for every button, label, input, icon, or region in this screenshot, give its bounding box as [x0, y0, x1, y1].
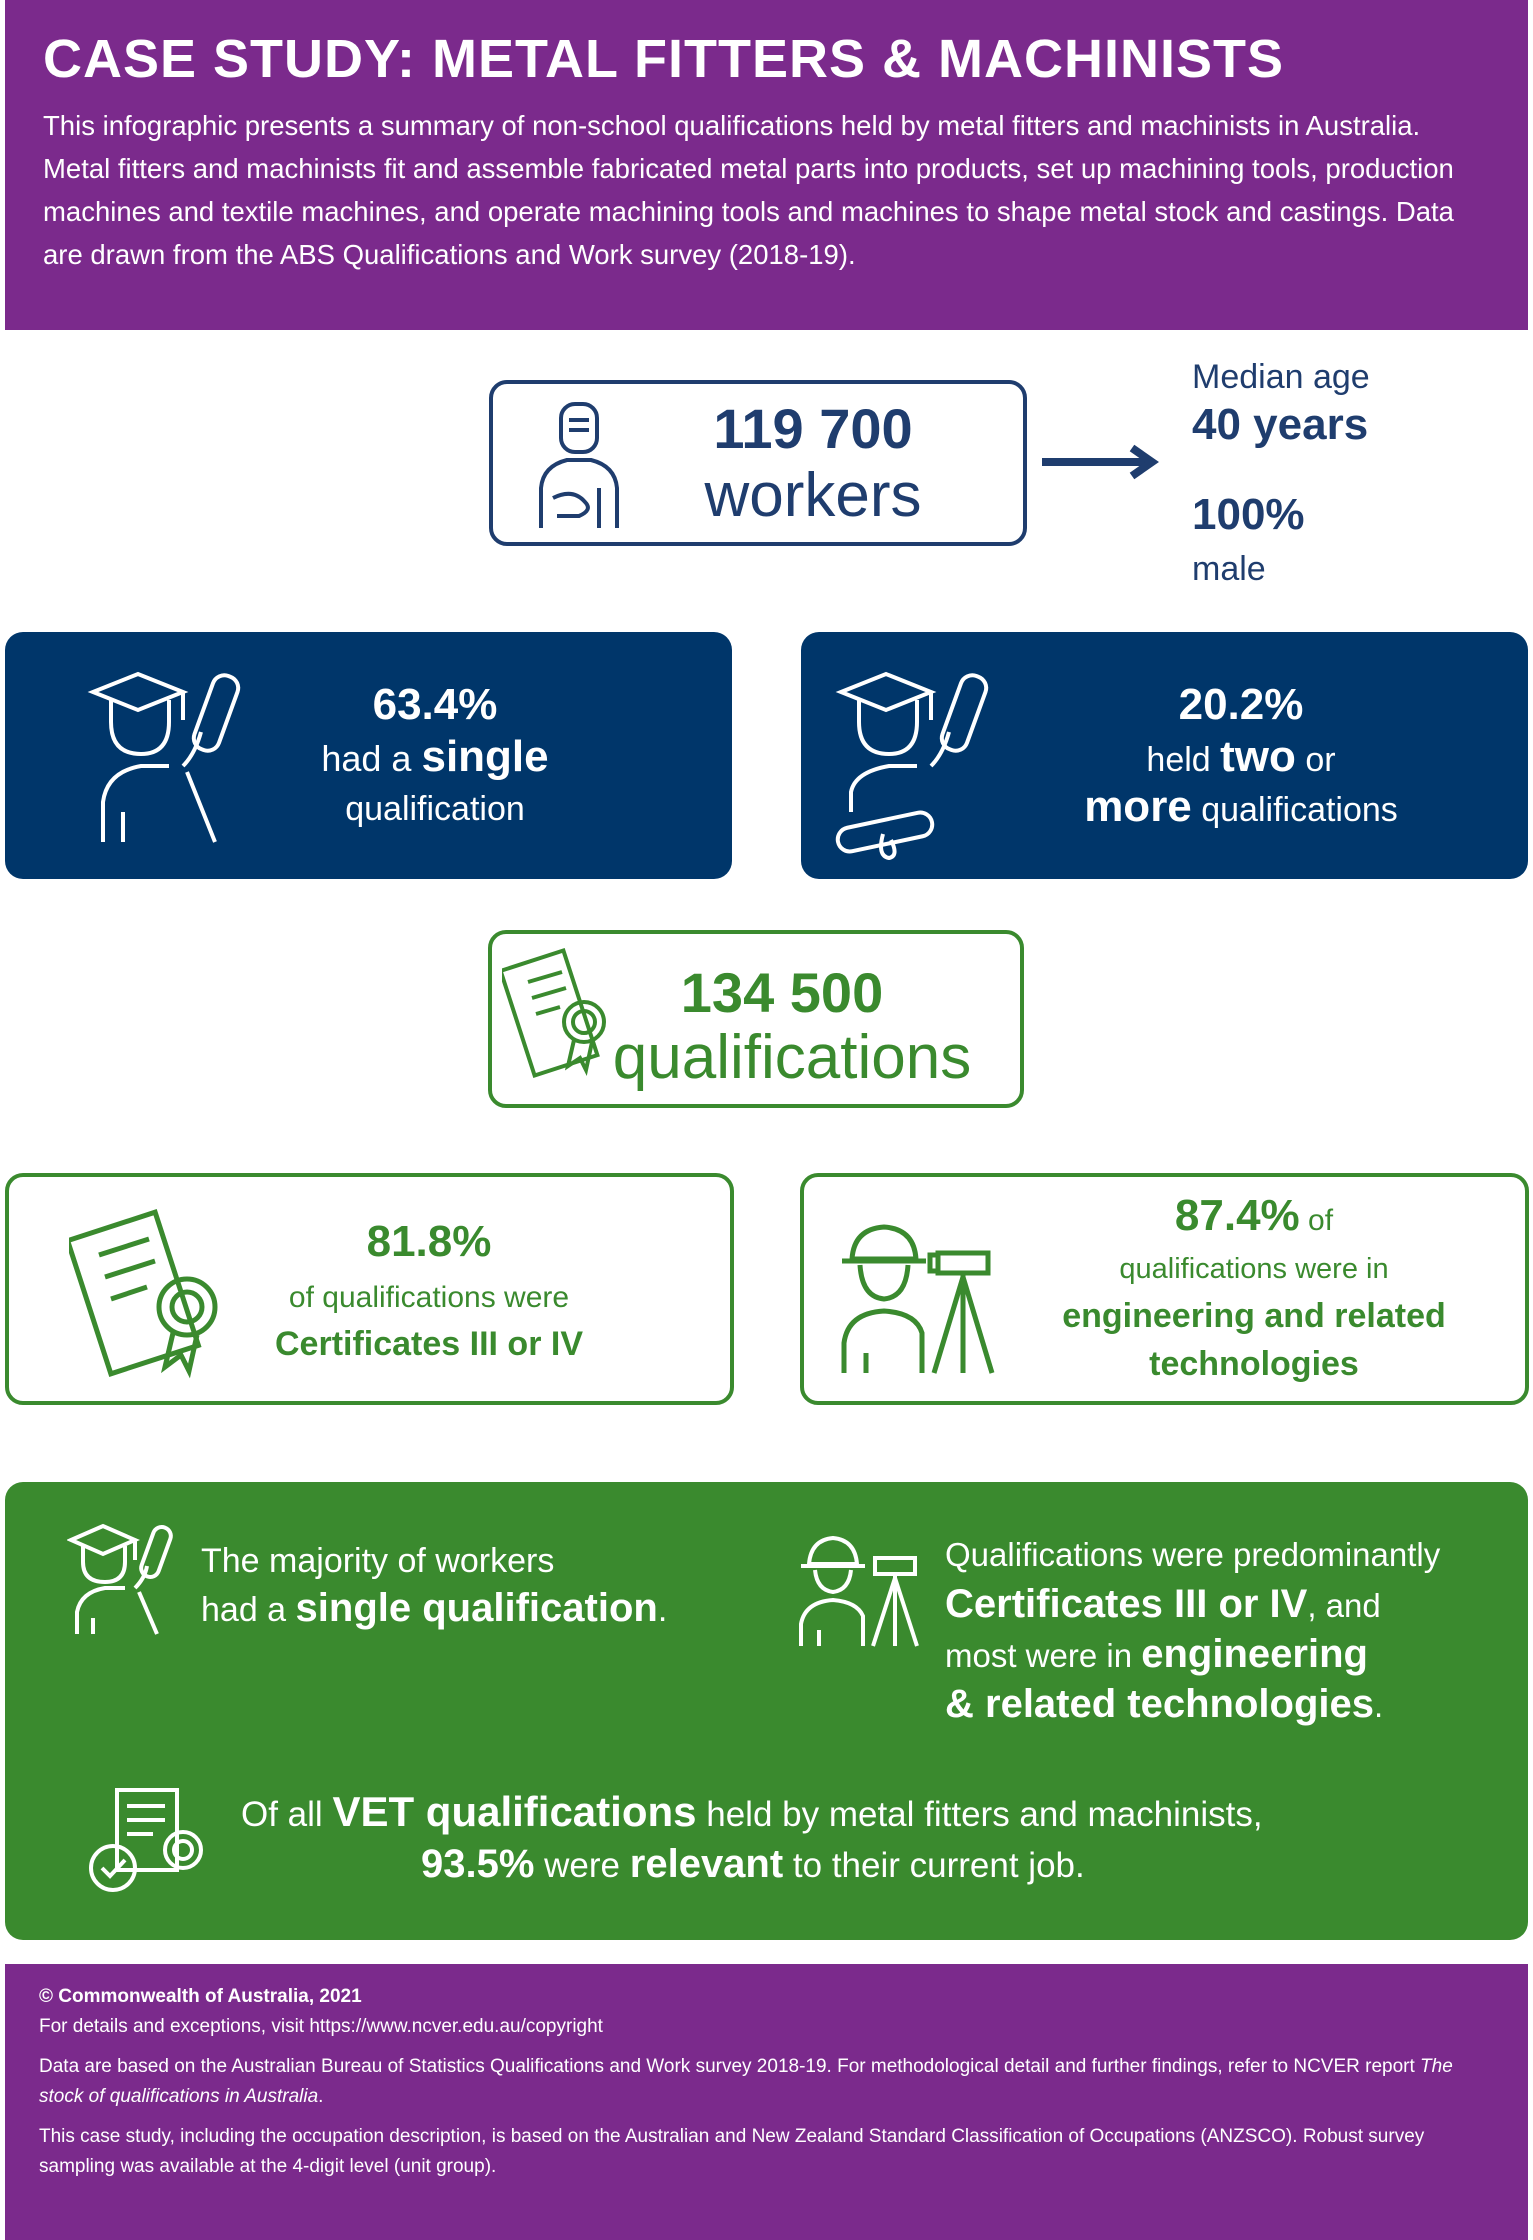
- summary-right-line4: [945, 1682, 1383, 1727]
- summary-left-strong: single qualification: [295, 1586, 658, 1630]
- qualifications-total-box: [488, 930, 1024, 1108]
- two-line3: [1001, 782, 1481, 832]
- two-pre: held: [1146, 741, 1211, 779]
- single-qualification-card: [5, 632, 732, 879]
- two-post: qualifications: [1201, 791, 1398, 829]
- summary-right-pre3: most were in: [945, 1637, 1133, 1674]
- footer-report-title: The stock of qualifications in Australia: [39, 2056, 1453, 2107]
- two-mid: or: [1305, 741, 1336, 779]
- engineering-card: [800, 1173, 1529, 1405]
- graduate-icon: [83, 662, 263, 852]
- two-strong1: two: [1220, 732, 1296, 781]
- workers-number: 119 700: [713, 397, 913, 460]
- eng-pct: 87.4%: [1174, 1191, 1300, 1240]
- footer-data-note-block: [39, 2052, 1494, 2112]
- footer-details: For details and exceptions, visit https://www.ncver.edu.au/copyright: [39, 2016, 603, 2037]
- summary-right-strong1: Certificates III or IV: [945, 1582, 1308, 1626]
- summary-bottom-end: to their current job.: [792, 1846, 1085, 1885]
- welder-icon: [523, 398, 633, 533]
- summary-left-pre2: had a: [201, 1591, 287, 1629]
- single-pct: 63.4%: [372, 680, 498, 729]
- workers-label: workers: [704, 461, 922, 530]
- summary-bottom-line1: [241, 1788, 1263, 1836]
- graduate-icon: [67, 1520, 187, 1638]
- two-strong2: more: [1084, 782, 1192, 831]
- two-line2: [1001, 732, 1481, 782]
- summary-right-line1: Qualifications were predominantly: [945, 1536, 1441, 1573]
- summary-right-line2: [945, 1582, 1381, 1627]
- summary-bottom-strong1: VET qualifications: [332, 1788, 697, 1835]
- summary-right-line3: [945, 1632, 1368, 1677]
- header-banner: [5, 0, 1528, 330]
- single-strong: single: [421, 732, 549, 781]
- cert-pct: 81.8%: [366, 1217, 492, 1266]
- footer-copyright: © Commonwealth of Australia, 2021: [39, 1986, 362, 2007]
- cert-strong: Certificates III or IV: [275, 1325, 583, 1363]
- eng-strong1: engineering and related: [1062, 1297, 1446, 1335]
- eng-of: of: [1308, 1204, 1334, 1237]
- arrow-icon: [1040, 442, 1165, 482]
- summary-right-strong2: engineering: [1141, 1632, 1368, 1676]
- intro-text: This infographic presents a summary of non-school qualifications held by metal fitters and machinists in Australia. Metal fitters and machinists fit and assemble fabricated metal parts into products, set up machining tools, production machines and textile machines, and operate machining tools and machines to shape metal stock and castings. Data are drawn from the ABS Qualifications and Work survey (2018-19).: [43, 110, 1454, 270]
- graduate-diploma-icon: [831, 662, 1011, 862]
- summary-bottom-strong2: relevant: [629, 1842, 784, 1886]
- footer-report-end: .: [318, 2086, 324, 2107]
- qualifications-label: qualifications: [612, 1023, 972, 1092]
- certificate-check-icon: [87, 1786, 227, 1896]
- footer-data-note: Data are based on the Australian Bureau of Statistics Qualifications and Work survey 2018-19. For methodological detail and further findings, refer to NCVER report: [39, 2056, 1415, 2077]
- page-title: CASE STUDY: METAL FITTERS & MACHINISTS: [43, 29, 1285, 89]
- workers-box: [489, 380, 1027, 546]
- summary-right-end: .: [1373, 1687, 1384, 1724]
- eng-line1: qualifications were in: [1119, 1253, 1389, 1285]
- eng-strong2: technologies: [1149, 1345, 1359, 1383]
- single-line2: [265, 732, 605, 782]
- summary-right-mid: , and: [1307, 1587, 1381, 1624]
- median-age-label: Median age: [1192, 358, 1370, 396]
- eng-line0: [1004, 1191, 1504, 1241]
- footer: [5, 1964, 1528, 2240]
- footer-anzsco: This case study, including the occupation description, is based on the Australian and New Zealand Standard Classification of Occupations (ANZSCO). Robust survey sampling was available at the 4-digit level (unit group).: [39, 2126, 1425, 2177]
- summary-panel: [5, 1482, 1528, 1940]
- summary-bottom-pct: 93.5%: [421, 1842, 535, 1886]
- single-post: qualification: [345, 790, 525, 828]
- male-label: male: [1192, 550, 1266, 588]
- surveyor-icon: [793, 1532, 933, 1650]
- two-pct: 20.2%: [1178, 680, 1304, 729]
- male-percent: 100%: [1192, 490, 1305, 539]
- cert-line1: of qualifications were: [288, 1281, 570, 1314]
- summary-bottom-mid: held by metal fitters and machinists,: [706, 1795, 1263, 1834]
- summary-left-line1: The majority of workers: [201, 1542, 555, 1580]
- single-pre: had a: [321, 738, 412, 779]
- two-or-more-card: [801, 632, 1528, 879]
- certificates-card: [5, 1173, 734, 1405]
- summary-left-line2: [201, 1586, 667, 1631]
- median-age-value: 40 years: [1192, 400, 1369, 449]
- summary-left-end: .: [657, 1591, 668, 1629]
- summary-bottom-pre: Of all: [241, 1795, 323, 1834]
- summary-bottom-were: were: [544, 1846, 621, 1885]
- qualifications-number: 134 500: [680, 961, 884, 1024]
- summary-right-strong3: & related technologies: [945, 1682, 1374, 1726]
- summary-bottom-line2: [421, 1842, 1085, 1887]
